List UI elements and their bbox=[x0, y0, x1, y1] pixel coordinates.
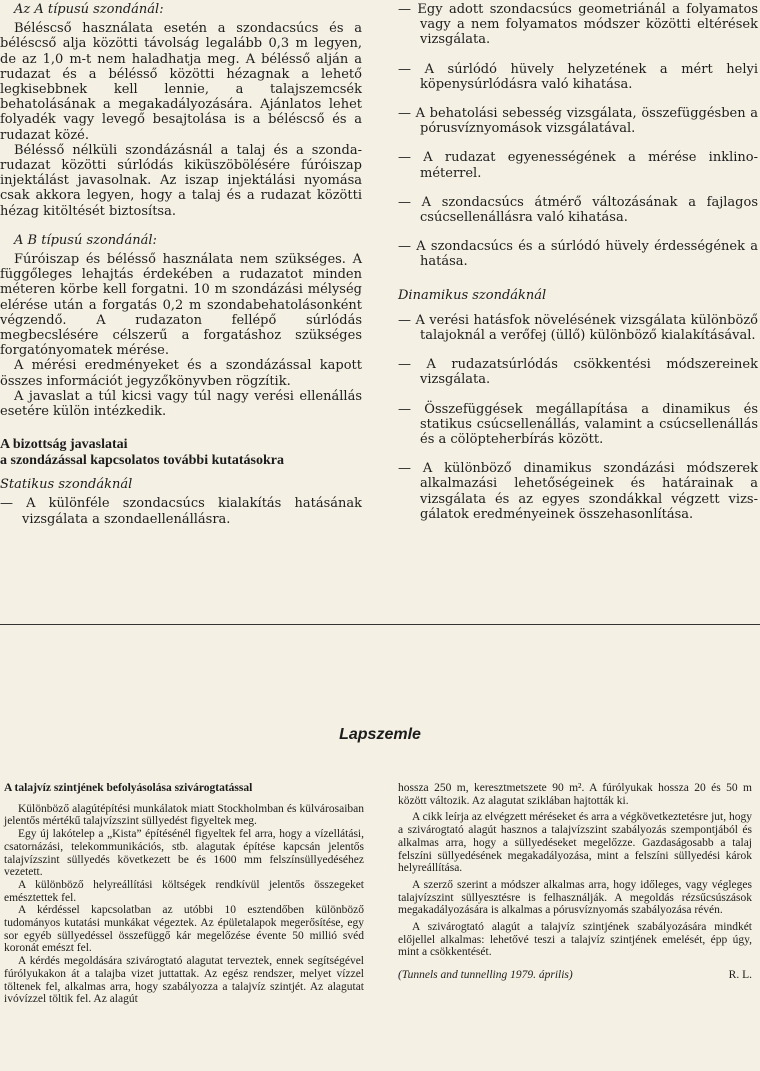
review-left-column bbox=[4, 782, 364, 1006]
paragraph: A különböző helyreállítási költségek rendkívül jelentős összegeket emésztettek fel. bbox=[4, 878, 364, 904]
source-citation: (Tunnels and tunnelling 1979. április) bbox=[398, 969, 573, 982]
paragraph: hossza 250 m, keresztmetszete 90 m². A fúrólyukak hossza 20 és 50 m között változik. Az alagutat sziklában hajtották ki. bbox=[398, 782, 752, 807]
section-title: Lapszemle bbox=[339, 726, 421, 743]
subsection-heading-b: A B típusú szondánál: bbox=[14, 232, 157, 248]
dynamic-probes-heading: Dinamikus szondáknál bbox=[398, 287, 547, 303]
list-item: — A szondacsúcs és a súrlódó hüvely érdességének a hatása. bbox=[398, 239, 758, 270]
list-item: — A különböző dinamikus szondázási módszerek alkalmazási lehetőségeinek és határainak a vizsgálata és az egyes szondákkal végzett vizsgálatok eredményeinek összehasonlítása. bbox=[398, 461, 758, 522]
list-item: — A rudazat egyenességének a mérése inklinométerrel. bbox=[398, 150, 758, 181]
list-item: — A különféle szondacsúcs kialakítás hatásának vizsgálata a szondaellenállásra. bbox=[0, 496, 362, 527]
list-item: — Egy adott szondacsúcs geometriánál a folyamatos vagy a nem folyamatos módszer közötti eltérések vizsgálata. bbox=[398, 2, 758, 48]
paragraph: A javaslat a túl kicsi vagy túl nagy verési ellenállás esetére külön intézkedik. bbox=[0, 388, 362, 420]
list-item: — Összefüggések megállapítása a dinamikus és statikus csúcsellenállás, valamint a csúcsellenállás és a cölöpteherbírás között. bbox=[398, 401, 758, 448]
subsection-heading-a: Az A típusú szondánál: bbox=[14, 2, 164, 17]
paragraph: Különböző alagútépítési munkálatok miatt Stockholmban és külvárosaiban jelentős mértékű talajvízszint süllyedést figyeltek meg. bbox=[4, 802, 364, 828]
article-title: A talajvíz szintjének befolyásolása szivárogtatással bbox=[4, 782, 253, 794]
paragraph: Bélésső nélküli szondázásnál a talaj és a szondarudazat közötti súrlódás kiküszöbölésére fúróiszap injektálást javasolnak. Az iszap injektálási nyomása csak akkora legyen, hogy a talaj és a rudazat közötti hézag kitöltését biztosítsa. bbox=[0, 142, 362, 219]
paragraph: A kérdéssel kapcsolatban az utóbbi 10 esztendőben különböző tudományos kutatási munkákat végeztek. Az épületalapok megerősítése, egy sor egyéb süllyedéssel összefüggő kár megelőzése évente 50 millió svéd koronát emészt fel. bbox=[4, 904, 364, 955]
list-item: — A rudazatsúrlódás csökkentési módszereinek vizsgálata. bbox=[398, 357, 758, 388]
section-heading-line-2: a szondázással kapcsolatos további kutatásokra bbox=[0, 453, 284, 469]
source-line bbox=[398, 969, 752, 982]
list-item: — A behatolási sebesség vizsgálata, összefüggésben a pórusvíznyomások vizsgálatával. bbox=[398, 106, 758, 137]
static-probes-heading: Statikus szondáknál bbox=[0, 477, 133, 493]
list-item: — A verési hatásfok növelésének vizsgálata különböző talajoknál a verőfej (üllő) különböző kialakításával. bbox=[398, 312, 758, 344]
paragraph: A mérési eredményeket és a szondázással kapott összes információt jegyzőkönyvben rögzítik. bbox=[0, 358, 362, 389]
list-item: — A súrlódó hüvely helyzetének a mért helyi köpenysúrlódásra való kihatása. bbox=[398, 61, 758, 92]
review-right-column bbox=[398, 782, 752, 982]
paragraph: Béléscső használata esetén a szondacsúcs és a béléscső alja közötti távolság legalább 0,3 m legyen, de az 1,0 m-t nem haladhatja meg. A bélésső alján a rudazat és a bélésső közötti hézagnak a lehető legkisebbnek kell lennie, a talajszemcsék behatolásának a megakadályozására. Ajánlatos lehet folyadék vagy levegő besajtolása is a béléscső és a rudazat közé. bbox=[0, 21, 362, 143]
paragraph: A kérdés megoldására szivárogtató alagutat terveztek, ennek segítségével fúrólyukakon át a talajba vizet juttattak. Az egész rendszer, melyet vízzel töltenek fel, alkalmas arra, hogy szabályozza a talajvíz szintjét. Az alagutat ivóvízzel töltik fel. Az alagút bbox=[4, 955, 364, 1006]
paragraph: A szerző szerint a módszer alkalmas arra, hogy időleges, vagy végleges talajvízszint süllyesztésre is felhasználják. A megoldás rézsűcsúszások megakadályozására is alkalmas a pórusvíznyomás szabályozása révén. bbox=[398, 878, 752, 917]
top-right-column bbox=[398, 2, 758, 522]
paragraph: A szivárogtató alagút a talajvíz szintjének szabályozására mindkét előjellel alkalmas: lehetővé teszi a talajvíz szintjének emelését, épp úgy, mint a csökkentését. bbox=[398, 921, 752, 959]
author-initials: R. L. bbox=[728, 969, 752, 982]
paragraph: Fúróiszap és bélésső használata nem szükséges. A függőleges lehajtás érdekében a rudazatot minden méteren körbe kell forgatni. 10 m szondázási mélység elérése után a forgatás 0,2 m szondabehatolásonként végzendő. A rudazaton fellépő súrlódás megbecslésére célszerű a forgatáshoz szükséges forgatónyomatek mérése. bbox=[0, 252, 362, 359]
section-heading-line-1: A bizottság javaslatai bbox=[0, 437, 128, 453]
paragraph: Egy új lakótelep a „Kista” építésénél figyeltek fel arra, hogy a vízellátási, csatornázási, telekommunikációs, stb. alagutak építése kapcsán jelentős talajvízszint süllyedés következett be és 1600 mm felszínsüllyedéséhez vezetett. bbox=[4, 828, 364, 879]
paragraph: A cikk leírja az elvégzett méréseket és arra a végkövetkeztetésre jut, hogy a szivárogtató alagút hasznos a talajvízszint szabályozás szempontjából és alkalmas arra, hogy a süllyedéseket megelőzze. Gazdaságosabb a talaj felszíni süllyedésének megakadályozása, mint a felszíni süllyedési károk helyreállítása. bbox=[398, 811, 752, 875]
top-left-column bbox=[0, 2, 362, 527]
section-divider bbox=[0, 624, 760, 625]
list-item: — A szondacsúcs átmérő változásának a fajlagos csúcsellenállásra való kihatása. bbox=[398, 194, 758, 226]
